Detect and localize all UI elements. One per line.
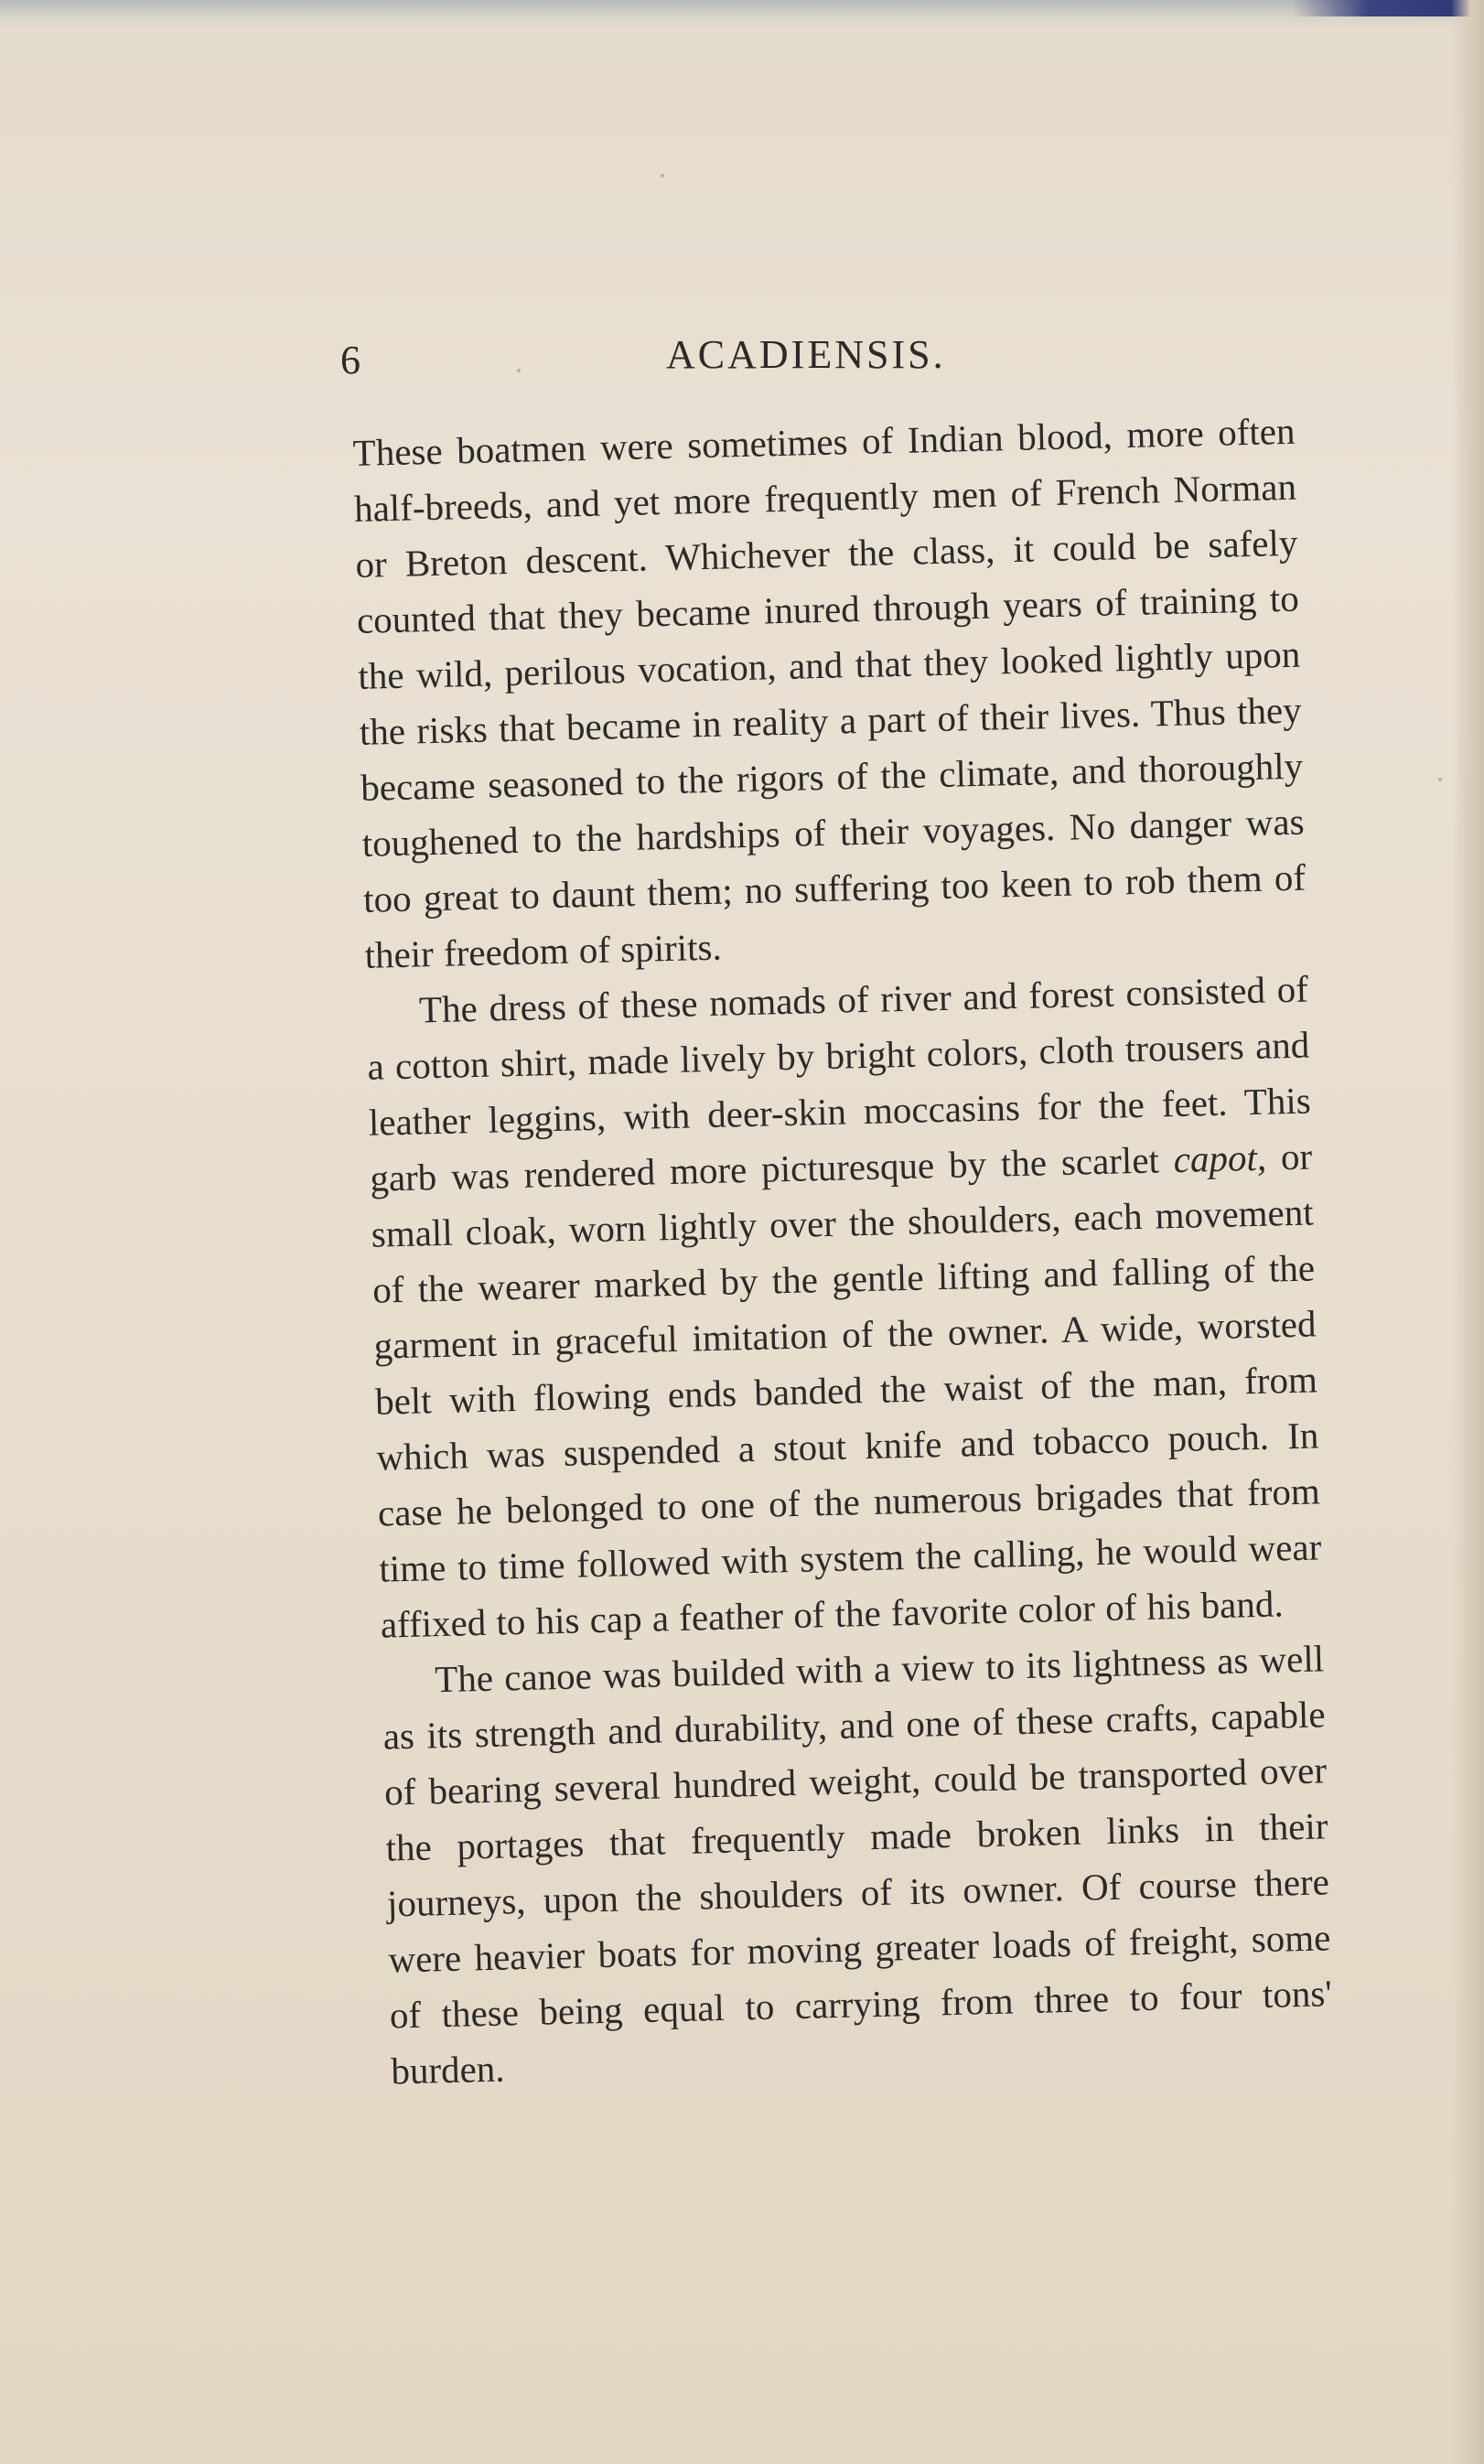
italic-term: capot, xyxy=(1173,1135,1267,1181)
paragraph xyxy=(365,962,1323,1653)
paper-speck xyxy=(517,369,521,372)
paragraph: The canoe was builded with a view to its lightness as well as its strength and durability, and one of these crafts, capable of bearing several hundred weight, could be transported over the portages that frequently made broken links in their journeys, upon the shoulders of its owner. Of course there were heavier boats for moving greater loads of freight, some of these being equal to carrying from three to four tons' burden. xyxy=(382,1637,1333,2093)
paper-speck xyxy=(661,174,664,178)
page-top-edge xyxy=(0,0,1484,27)
paper-speck xyxy=(1438,778,1442,781)
paragraph-text: The dress of these nomads of river and forest consisted of a cotton shirt, made lively by bright colors, cloth trousers and leather leggins, with deer-skin moccasins for the feet. This garb was rendered more picturesque by the scarlet xyxy=(366,967,1312,1200)
paragraph-text: or small cloak, worn lightly over the shoulders, each movement of the wearer marked by the gentle lifting and falling of the garment in graceful imitation of the owner. A wide, worsted belt with flowing ends banded the waist of the man, from which was suspended a stout knife and tobacco pouch. In case he belonged to one of the numerous brigades that from time to time followed with system the calling, he would wear affixed to his cap a feather of the favorite color of his band. xyxy=(371,1135,1322,1646)
page-right-edge xyxy=(1451,0,1484,2464)
running-head: ACADIENSIS. xyxy=(666,332,946,377)
paragraph: These boatmen were sometimes of Indian blood, more often half-breeds, and yet more frequently men of French Norman or Breton descent. Whichever the class, it could be safely counted that they became inured through years of training to the wild, perilous vocation, and that they looked lightly upon the risks that became in reality a part of their lives. Thus they became seasoned to the rigors of the climate, and thoroughly toughened to the hardships of their voyages. No danger was too great to daunt them; no suffering too keen to rob them of their freedom of spirits. xyxy=(352,409,1307,976)
page-number: 6 xyxy=(340,338,361,382)
body-text xyxy=(352,403,1334,2100)
